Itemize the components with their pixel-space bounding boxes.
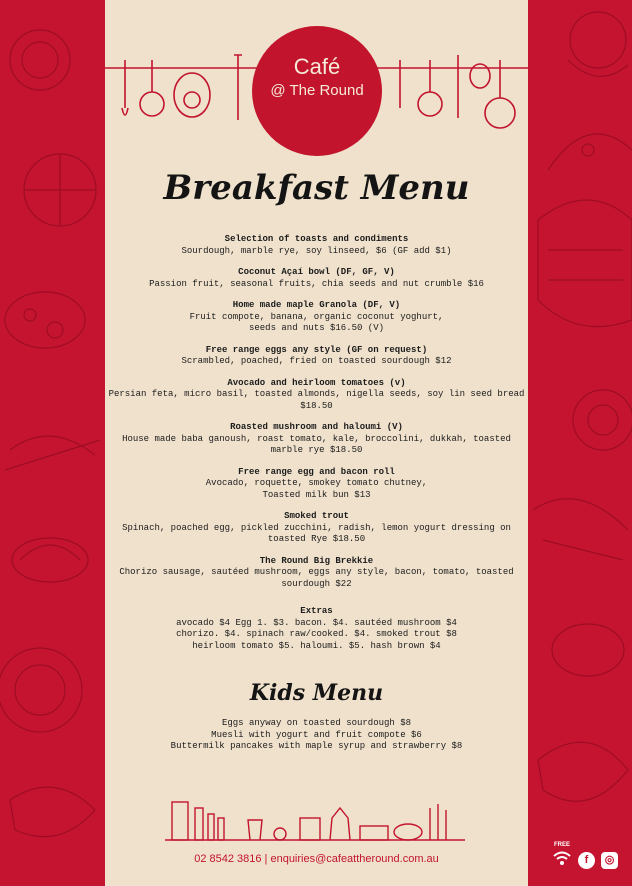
menu-item-description: Avocado, roquette, smokey tomato chutney, Toasted milk bun $13: [205, 478, 428, 500]
extras-lines: avocado $4 Egg 1. $3. bacon. $4. sautéed mushroom $4 chorizo. $4. spinach raw/cooked. $4. smoked trout $8 heirloom tomato $5. haloumi. $5. hash brown $4: [176, 617, 457, 651]
menu-item-description: Chorizo sausage, sautéed mushroom, eggs any style, bacon, tomato, toasted sourdough $22: [119, 567, 514, 589]
wifi-icon: [552, 850, 572, 867]
menu-item: [105, 422, 528, 457]
contact-line: 02 8542 3816 | enquiries@cafeattheround.com.au: [194, 853, 439, 865]
menu-item-name: Selection of toasts and condiments: [224, 234, 409, 244]
extras-section: [105, 606, 528, 652]
menu-item-description: Scrambled, poached, fried on toasted sourdough $12: [181, 356, 452, 366]
kids-menu-list: Eggs anyway on toasted sourdough $8 Muesli with yogurt and fruit compote $6 Buttermilk pancakes with maple syrup and strawberry $8: [170, 718, 463, 751]
menu-item-description: Persian feta, micro basil, toasted almonds, nigella seeds, soy lin seed bread $18.50: [108, 389, 525, 411]
breakfast-menu-title: Breakfast Menu: [163, 168, 470, 208]
menu-item: [105, 234, 528, 257]
menu-item-name: Free range egg and bacon roll: [238, 466, 395, 477]
menu-item-name: Avocado and heirloom tomatoes (v): [227, 377, 406, 388]
kitchen-shelf-illustration: [160, 788, 470, 843]
menu-item-description: Spinach, poached egg, pickled zucchini, radish, lemon yogurt dressing on toasted Rye $18.50: [122, 522, 511, 544]
kids-menu-title: Kids Menu: [249, 680, 384, 706]
social-icons: [546, 842, 626, 872]
menu-item-name: Coconut Açaí bowl (DF, GF, V): [238, 267, 395, 277]
instagram-icon[interactable]: ◎: [601, 852, 618, 869]
menu-item: [105, 467, 528, 502]
menu-item-description: Sourdough, marble rye, soy linseed, $6 (GF add $1): [181, 245, 452, 256]
logo-name: Café: [293, 54, 341, 79]
extras-heading: Extras: [300, 606, 333, 616]
breakfast-menu-list: [105, 234, 528, 652]
menu-item: [105, 300, 528, 335]
menu-item-name: The Round Big Brekkie: [259, 555, 374, 566]
menu-item-name: Smoked trout: [284, 511, 349, 521]
menu-item-name: Free range eggs any style (GF on request): [205, 344, 428, 355]
menu-item-description: Fruit compote, banana, organic coconut yoghurt, seeds and nuts $16.50 (V): [189, 311, 444, 333]
menu-item: [105, 345, 528, 368]
menu-item: [105, 556, 528, 591]
wifi-label: FREE: [554, 842, 571, 848]
logo-subname: @ The Round: [270, 82, 364, 99]
cafe-logo: [252, 26, 382, 156]
menu-item: [105, 267, 528, 290]
menu-item-description: Passion fruit, seasonal fruits, chia seeds and nut crumble $16: [149, 278, 484, 289]
menu-item: [105, 511, 528, 546]
menu-item: [105, 378, 528, 413]
menu-item-description: House made baba ganoush, roast tomato, kale, broccolini, dukkah, toasted marble rye $18.50: [122, 433, 511, 455]
menu-item-name: Home made maple Granola (DF, V): [232, 300, 401, 310]
facebook-icon[interactable]: f: [578, 852, 595, 869]
menu-item-name: Roasted mushroom and haloumi (V): [230, 422, 403, 432]
